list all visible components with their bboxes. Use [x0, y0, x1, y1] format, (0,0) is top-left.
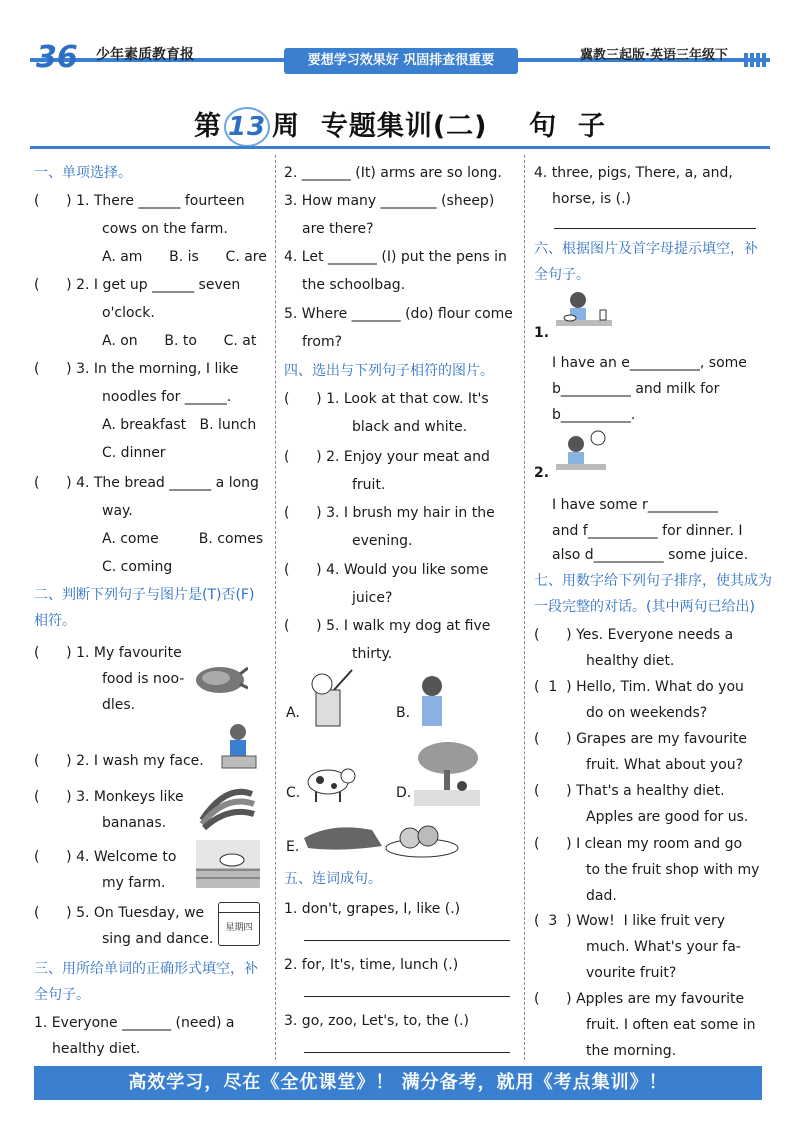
column-divider	[275, 155, 276, 1060]
w2-line: 2. for, It's, time, lunch (.)	[284, 957, 459, 973]
picture-label-e: E.	[286, 839, 300, 855]
o5-line1: ( ) I clean my room and go	[534, 836, 743, 852]
title-suffix: 周 专题集训(二) 句 子	[272, 111, 606, 142]
w1-line: 1. don't, grapes, I, like (.)	[284, 901, 461, 917]
w2-answer-line	[304, 996, 510, 997]
f1-line1: 1. Everyone _______ (need) a	[34, 1015, 235, 1031]
calendar-day-text: 星期四	[225, 923, 253, 933]
p1-line2: black and white.	[352, 419, 468, 435]
q3-line2: noodles for ______.	[102, 389, 232, 405]
section-3-title-2: 全句子。	[34, 987, 90, 1003]
j1-line2: food is noo-	[102, 671, 185, 687]
o1-line2: healthy diet.	[586, 653, 675, 669]
q2-options: A. on B. to C. at	[102, 333, 257, 349]
section-6-title-2: 全句子。	[534, 267, 590, 283]
header-slogan: 要想学习效果好 巩固排查很重要	[284, 48, 518, 74]
o2-line2: do on weekends?	[586, 705, 708, 721]
i2-number: 2.	[534, 465, 550, 481]
j1-line3: dles.	[102, 697, 136, 713]
o5-line2: to the fruit shop with my	[586, 862, 760, 878]
girl-brushing-hair-image	[412, 672, 452, 728]
p4-line1: ( ) 4. Would you like some	[284, 562, 489, 578]
q3-options-2: C. dinner	[102, 445, 166, 461]
f2-line: 2. _______ (It) arms are so long.	[284, 165, 502, 181]
p1-line1: ( ) 1. Look at that cow. It's	[284, 391, 489, 407]
i1-line3: b__________.	[552, 407, 636, 423]
i1-line2: b__________ and milk for	[552, 381, 720, 397]
o3-line1: ( ) Grapes are my favourite	[534, 731, 747, 747]
o3-line2: fruit. What about you?	[586, 757, 744, 773]
breakfast-boy-image	[556, 290, 612, 336]
juice-glass-image	[302, 668, 360, 730]
dinner-boy-image	[556, 430, 612, 480]
j5-line1: ( ) 5. On Tuesday, we	[34, 905, 205, 921]
bananas-image	[196, 784, 258, 830]
p4-line2: juice?	[352, 590, 393, 606]
section-3-title-1: 三、用所给单词的正确形式填空，补	[34, 961, 258, 977]
o7-line1: ( ) Apples are my favourite	[534, 991, 745, 1007]
week-number-badge: 13	[224, 107, 270, 147]
q1-line2: cows on the farm.	[102, 221, 228, 237]
section-7-title-2: 一段完整的对话。(其中两句已给出)	[534, 599, 755, 615]
j3-line1: ( ) 3. Monkeys like	[34, 789, 184, 805]
j2-line: ( ) 2. I wash my face.	[34, 753, 204, 769]
i1-line1: I have an e__________, some	[552, 355, 747, 371]
q1-line1: ( ) 1. There ______ fourteen	[34, 193, 245, 209]
q2-line2: o'clock.	[102, 305, 155, 321]
q4-options-1: A. come B. comes	[102, 531, 264, 547]
f4-line1: 4. Let _______ (I) put the pens in	[284, 249, 507, 265]
cow-image	[302, 760, 358, 804]
o6-line1: ( 3 ) Wow! I like fruit very	[534, 913, 725, 929]
j5-line2: sing and dance.	[102, 931, 214, 947]
o7-line2: fruit. I often eat some in	[586, 1017, 756, 1033]
p5-line2: thirty.	[352, 646, 393, 662]
calendar-image	[218, 902, 260, 946]
section-4-title: 四、选出与下列句子相符的图片。	[284, 363, 494, 379]
q4-options-2: C. coming	[102, 559, 173, 575]
o2-line1: ( 1 ) Hello, Tim. What do you	[534, 679, 744, 695]
boy-washing-face-image	[218, 722, 260, 772]
p2-line1: ( ) 2. Enjoy your meat and	[284, 449, 490, 465]
o4-line2: Apples are good for us.	[586, 809, 749, 825]
w4-line1: 4. three, pigs, There, a, and,	[534, 165, 733, 181]
w4-answer-line	[554, 228, 756, 229]
i1-number: 1.	[534, 325, 550, 341]
header-stripes	[744, 52, 768, 71]
farm-image	[196, 840, 260, 888]
picture-label-d: D.	[396, 785, 412, 801]
w4-line2: horse, is (.)	[552, 191, 632, 207]
q4-line1: ( ) 4. The bread ______ a long	[34, 475, 259, 491]
j3-line2: bananas.	[102, 815, 167, 831]
f3-line2: are there?	[302, 221, 374, 237]
roast-chicken-image	[190, 660, 248, 696]
i2-line3: also d__________ some juice.	[552, 547, 749, 563]
p2-line2: fruit.	[352, 477, 386, 493]
section-5-title: 五、连词成句。	[284, 871, 382, 887]
meat-and-fruit-image	[302, 818, 462, 860]
section-6-title-1: 六、根据图片及首字母提示填空，补	[534, 241, 758, 257]
walking-dog-image	[412, 740, 482, 808]
i2-line2: and f__________ for dinner. I	[552, 523, 743, 539]
section-2-title-1: 二、判断下列句子与图片是(T)否(F)	[34, 587, 255, 603]
picture-label-a: A.	[286, 705, 300, 721]
q3-options-1: A. breakfast B. lunch	[102, 417, 257, 433]
section-1-title: 一、单项选择。	[34, 165, 132, 181]
title-rule	[30, 146, 770, 149]
w1-answer-line	[304, 940, 510, 941]
p3-line1: ( ) 3. I brush my hair in the	[284, 505, 495, 521]
j4-line2: my farm.	[102, 875, 166, 891]
o7-line3: the morning.	[586, 1043, 677, 1059]
o6-line2: much. What's your fa-	[586, 939, 741, 955]
q4-line2: way.	[102, 503, 133, 519]
q1-options: A. am B. is C. are	[102, 249, 267, 265]
picture-label-b: B.	[396, 705, 411, 721]
w3-answer-line	[304, 1052, 510, 1053]
o6-line3: vourite fruit?	[586, 965, 677, 981]
title-prefix: 第	[194, 111, 223, 142]
edition-label: 冀教三起版·英语三年级下	[580, 48, 728, 63]
f1-line2: healthy diet.	[52, 1041, 141, 1057]
f3-line1: 3. How many ________ (sheep)	[284, 193, 495, 209]
q3-line1: ( ) 3. In the morning, I like	[34, 361, 239, 377]
q2-line1: ( ) 2. I get up ______ seven	[34, 277, 241, 293]
f5-line2: from?	[302, 334, 343, 350]
f5-line1: 5. Where _______ (do) flour come	[284, 306, 513, 322]
section-7-title-1: 七、用数字给下列句子排序，使其成为	[534, 573, 772, 589]
f4-line2: the schoolbag.	[302, 277, 406, 293]
paper-name: 少年素质教育报	[96, 47, 194, 63]
o5-line3: dad.	[586, 888, 617, 904]
footer-banner: 高效学习，尽在《全优课堂》！ 满分备考，就用《考点集训》！	[34, 1066, 762, 1100]
j1-line1: ( ) 1. My favourite	[34, 645, 182, 661]
column-divider	[524, 155, 525, 1060]
p3-line2: evening.	[352, 533, 413, 549]
i2-line1: I have some r__________	[552, 497, 718, 513]
j4-line1: ( ) 4. Welcome to	[34, 849, 177, 865]
o1-line1: ( ) Yes. Everyone needs a	[534, 627, 734, 643]
w3-line: 3. go, zoo, Let's, to, the (.)	[284, 1013, 469, 1029]
picture-label-c: C.	[286, 785, 301, 801]
page-title	[0, 104, 800, 147]
o4-line1: ( ) That's a healthy diet.	[534, 783, 725, 799]
p5-line1: ( ) 5. I walk my dog at five	[284, 618, 491, 634]
page-number: 36	[36, 40, 78, 75]
section-2-title-2: 相符。	[34, 613, 76, 629]
